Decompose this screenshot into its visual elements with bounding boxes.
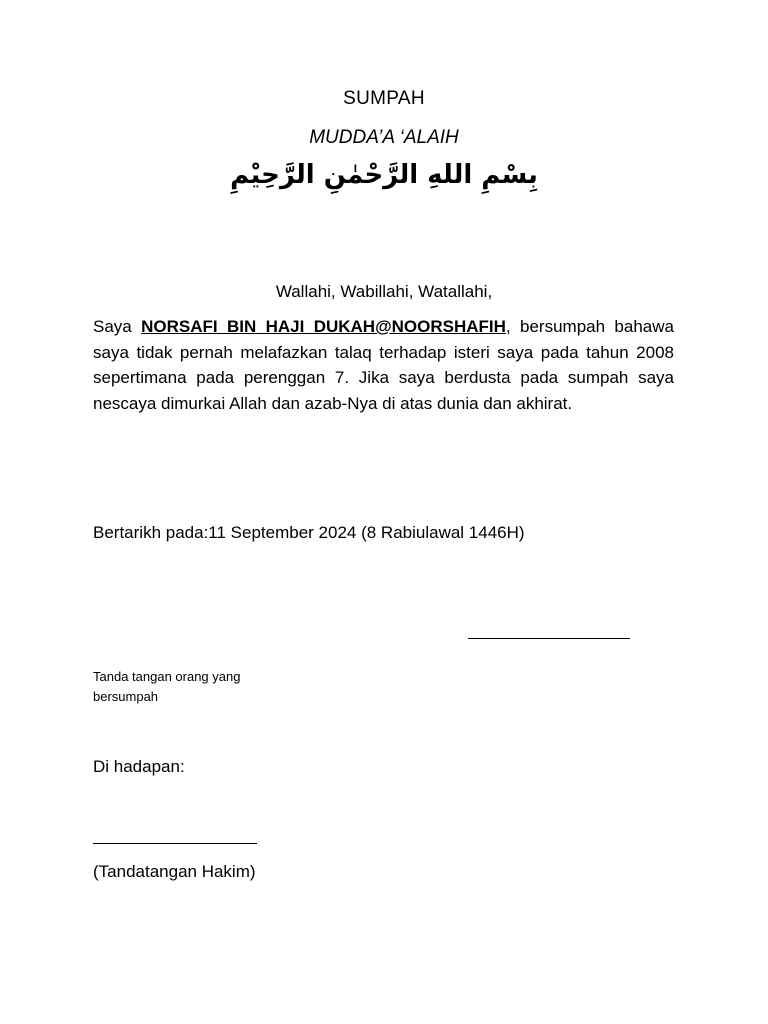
oath-taker-name: NORSAFI BIN HAJI DUKAH@NOORSHAFIH bbox=[141, 317, 506, 336]
before-label: Di hadapan: bbox=[93, 757, 185, 776]
bismillah-text: بِسْمِ اللهِ الرَّحْمٰنِ الرَّحِيْمِ bbox=[230, 160, 538, 190]
judge-signature-line bbox=[93, 843, 257, 844]
signature-caption bbox=[93, 667, 674, 707]
judge-caption: (Tandatangan Hakim) bbox=[93, 862, 256, 881]
signature-caption-line2: bersumpah bbox=[93, 689, 159, 704]
oath-opening: Wallahi, Wabillahi, Watallahi, bbox=[275, 282, 493, 301]
oath-text: , bersumpah bahawa saya tidak pernah melafazkan talaq terhadap isteri saya pada tahun 2008 sepertimana pada perenggan 7. Jika saya berdusta pada sumpah saya nescaya dimurkai Allah dan azab-Nya di atas dunia dan akhirat. bbox=[93, 317, 674, 413]
signature-line bbox=[468, 638, 630, 639]
document-title: SUMPAH bbox=[343, 88, 425, 109]
signature-caption-line1: Tanda tangan orang yang bbox=[93, 669, 241, 684]
oath-prefix: Saya bbox=[93, 317, 142, 336]
oath-paragraph bbox=[93, 314, 674, 416]
date-line: Bertarikh pada:11 September 2024 (8 Rabiulawal 1446H) bbox=[93, 523, 525, 542]
document-subtitle: MUDDA’A ‘ALAIH bbox=[309, 127, 459, 148]
